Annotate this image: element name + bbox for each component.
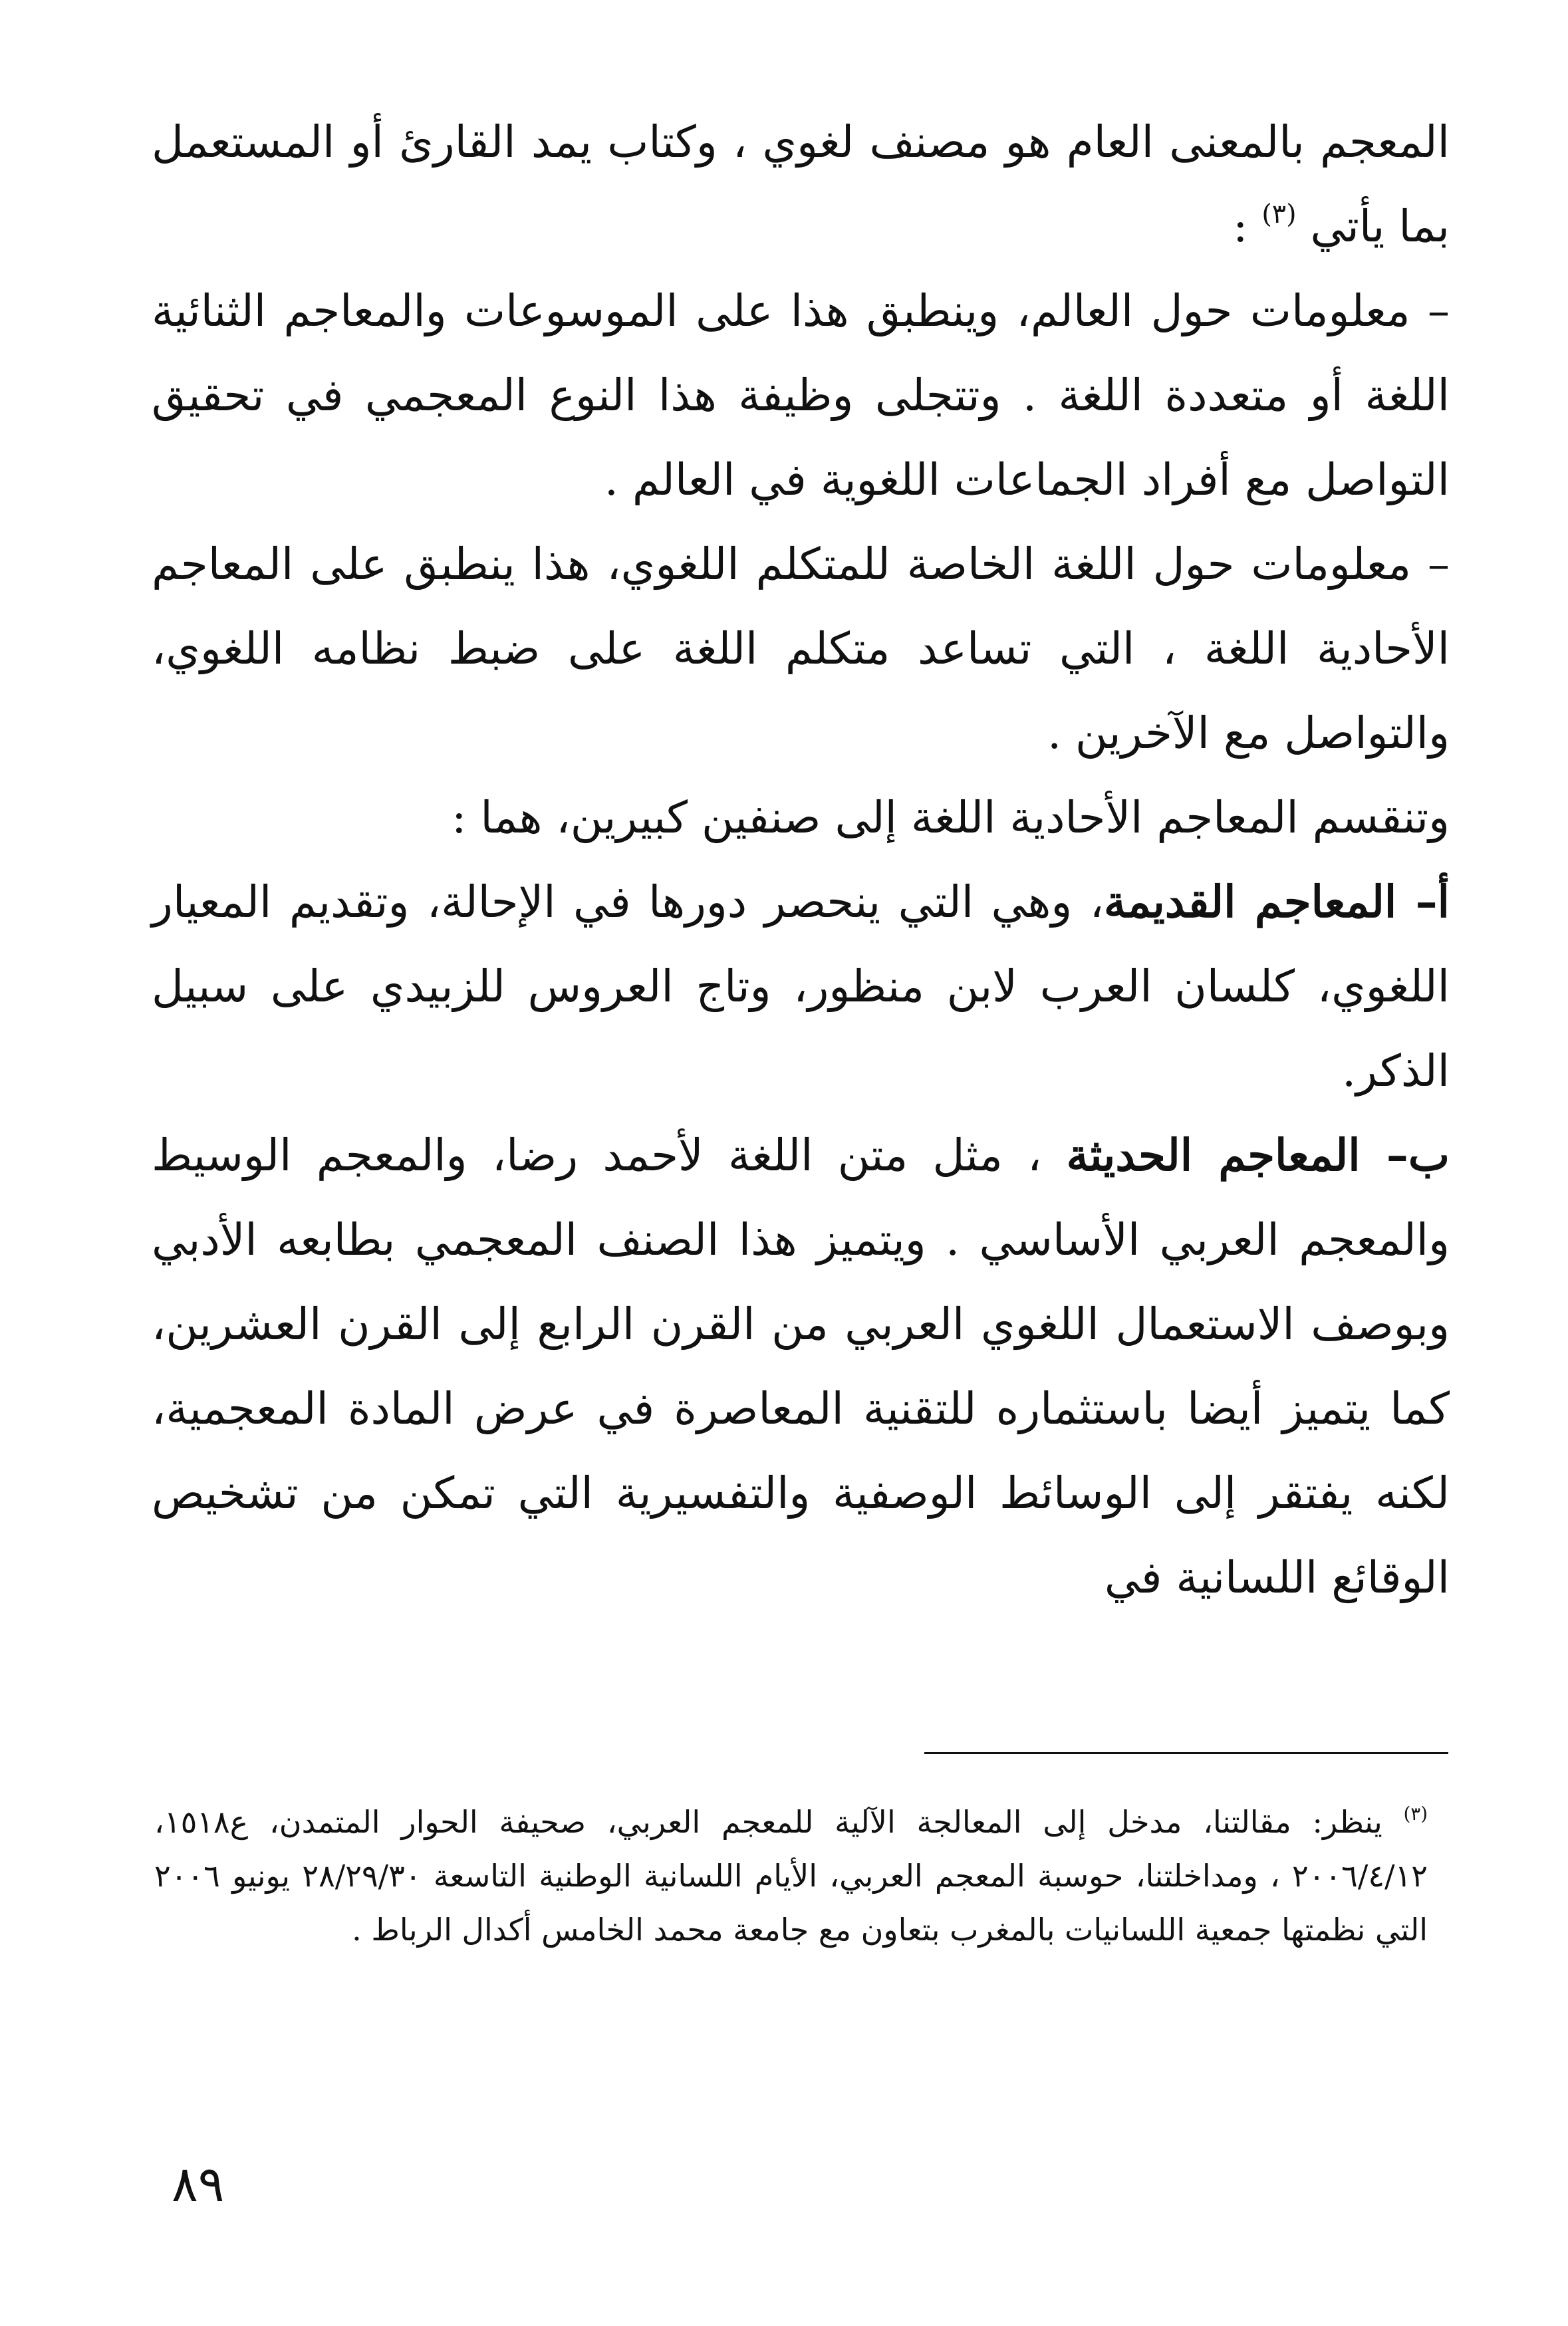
footnote-marker: (٣) [1403,1802,1428,1825]
footnotes [154,1795,1428,1957]
page-number: ٨٩ [172,2156,225,2213]
modern-dictionaries-heading: ب– المعاجم الحديثة [1066,1129,1450,1181]
footnote-text: ينظر: مقالتنا، مدخل إلى المعالجة الآلية للمعجم العربي، صحيفة الحوار المتمدن، ع١٥١٨، ٢٠٠٦/٤/١٢ ، ومداخلتنا، حوسبة المعجم العربي، الأيام اللسانية الوطنية التاسعة ٢٨/٢٩/٣٠ يونيو ٢٠٠٦ التي نظمتها جمعية اللسانيات بالمغرب بتعاون مع جامعة محمد الخامس أكدال الرباط . [154,1804,1428,1948]
paragraph-modern-dictionaries [152,1113,1450,1620]
old-dictionaries-heading: أ– المعاجم القديمة [1104,876,1450,928]
modern-dictionaries-text: ، مثل متن اللغة لأحمد رضا، والمعجم الوسيط والمعجم العربي الأساسي . ويتميز هذا الصنف المعجمي بطابعه الأدبي وبوصف الاستعمال اللغوي العربي من القرن الرابع إلى القرن العشرين، كما يتميز أيضا باستثماره للتقنية المعاصرة في عرض المادة المعجمية، لكنه يفتقر إلى الوسائط الوصفية والتفسيرية التي تمكن من تشخيص الوقائع اللسانية في [152,1130,1450,1603]
paragraph-classification: وتنقسم المعاجم الأحادية اللغة إلى صنفين كبيرين، هما : [452,792,1450,843]
intro-colon: : [1233,201,1262,252]
main-text [152,100,1450,1620]
footnote-3 [154,1795,1428,1957]
footnote-reference: (٣) [1261,199,1297,230]
old-dictionaries-text: ، وهي التي ينحصر دورها في الإحالة، وتقديم المعيار اللغوي، كلسان العرب لابن منظور، وتاج العروس للزبيدي على سبيل الذكر. [152,876,1450,1097]
paragraph-old-dictionaries [152,860,1450,1113]
paragraph-intro [152,100,1450,269]
footnote-separator [924,1752,1448,1754]
intro-text: المعجم بالمعنى العام هو مصنف لغوي ، وكتاب يمد القارئ أو المستعمل بما يأتي [152,116,1450,252]
paragraph-world-knowledge: – معلومات حول العالم، وينطبق هذا على الموسوعات والمعاجم الثنائية اللغة أو متعددة اللغة . وتتجلى وظيفة هذا النوع المعجمي في تحقيق التواصل مع أفراد الجماعات اللغوية في العالم . [152,285,1450,505]
paragraph-language-knowledge: – معلومات حول اللغة الخاصة للمتكلم اللغوي، هذا ينطبق على المعاجم الأحادية اللغة ، التي تساعد متكلم اللغة على ضبط نظامه اللغوي، والتواصل مع الآخرين . [152,539,1450,759]
